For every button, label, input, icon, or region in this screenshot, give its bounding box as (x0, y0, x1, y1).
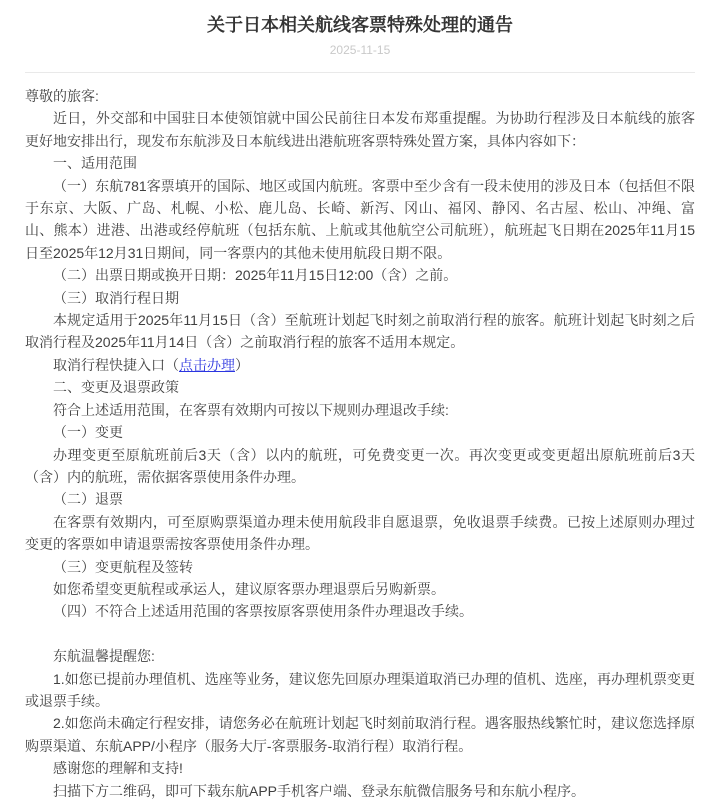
header-divider (25, 72, 695, 73)
scope-item-2: （二）出票日期或换开日期：2025年11月15日12:00（含）之前。 (53, 267, 458, 284)
scope-item-3-heading: （三）取消行程日期 (53, 289, 179, 306)
cancel-entry-suffix: ） (235, 356, 249, 373)
section-2-heading: 二、变更及退票政策 (53, 379, 179, 396)
qrcode-hint-line: 扫描下方二维码，即可下载东航APP手机客户端、登录东航微信服务号和东航小程序。 (53, 782, 586, 799)
policy-item-2-detail: 在客票有效期内，可至原购票渠道办理未使用航段非自愿退票，免收退票手续费。已按上述原则办理过变更的客票如申请退票需按客票使用条件办理。 (25, 513, 695, 553)
page-title: 关于日本相关航线客票特殊处理的通告 (207, 15, 513, 35)
policy-item-2-heading: （二）退票 (53, 491, 123, 508)
intro-paragraph: 近日，外交部和中国驻日本使领馆就中国公民前往日本发布郑重提醒。为协助行程涉及日本航线的旅客更好地安排出行，现发布东航涉及日本航线进出港航班客票特殊处置方案，具体内容如下： (25, 110, 695, 149)
policy-item-3-heading: （三）变更航程及签转 (53, 558, 193, 575)
policy-item-4: （四）不符合上述适用范围的客票按原客票使用条件办理退改手续。 (53, 603, 473, 620)
notice-body (25, 85, 695, 802)
thanks-line: 感谢您的理解和支持! (53, 760, 183, 777)
policy-item-1-detail: 办理变更至原航班前后3天（含）以内的航班，可免费变更一次。再次变更或变更超出原航班前后3天（含）内的航班，需依据客票使用条件办理。 (25, 446, 695, 485)
cancel-entry-prefix: 取消行程快捷入口（ (53, 356, 179, 373)
policy-item-1-heading: （一）变更 (53, 424, 123, 441)
scope-item-1: （一）东航781客票填开的国际、地区或国内航班。客票中至少含有一段未使用的涉及日本（包括但不限于东京、大阪、广岛、札幌、小松、鹿儿岛、长崎、新泻、冈山、福冈、静冈、名古屋、松山、冲绳、富山、熊本）进港、出港或经停航班（包括东航、上航或其他航空公司航班），航班起飞日期在2025年11月15日至2025年12月31日期间，同一客票内的其他未使用航段日期不限。 (25, 177, 695, 261)
reminder-item-1: 1.如您已提前办理值机、选座等业务，建议您先回原办理渠道取消已办理的值机、选座，再办理机票变更或退票手续。 (25, 670, 695, 709)
cancel-entry-paragraph (25, 354, 695, 376)
notice-header (25, 0, 695, 58)
reminder-heading: 东航温馨提醒您: (53, 648, 155, 665)
publish-date: 2025-11-15 (329, 43, 391, 57)
policy-item-3-detail: 如您希望变更航程或承运人，建议原客票办理退票后另购新票。 (53, 580, 445, 597)
cancel-trip-link[interactable]: 点击办理 (179, 356, 235, 373)
scope-item-3-detail: 本规定适用于2025年11月15日（含）至航班计划起飞时刻之前取消行程的旅客。航班计划起飞时刻之后取消行程及2025年11月14日（含）之前取消行程的旅客不适用本规定。 (25, 312, 695, 351)
salutation: 尊敬的旅客: (25, 88, 99, 104)
section-1-heading: 一、适用范围 (53, 155, 137, 172)
reminder-item-2: 2.如您尚未确定行程安排，请您务必在航班计划起飞时刻前取消行程。遇客服热线繁忙时，建议您选择原购票渠道、东航APP/小程序（服务大厅-客票服务-取消行程）取消行程。 (25, 715, 695, 754)
section-2-intro: 符合上述适用范围，在客票有效期内可按以下规则办理退改手续: (53, 401, 449, 418)
paragraph-spacer (25, 623, 695, 645)
